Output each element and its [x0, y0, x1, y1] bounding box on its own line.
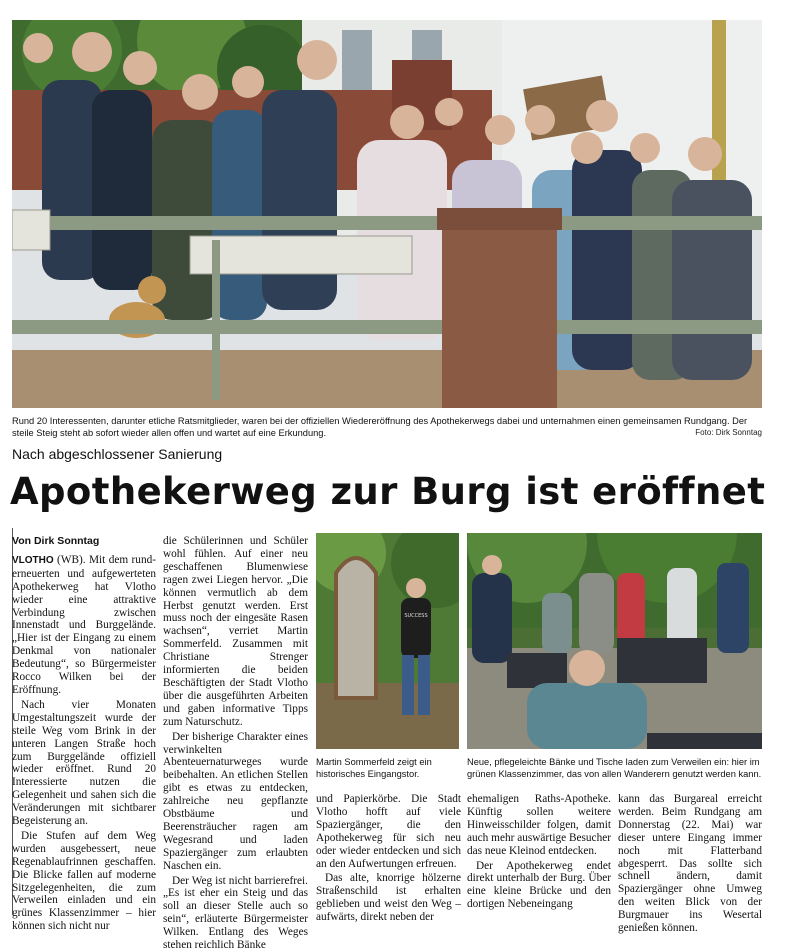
group-photo-illustration — [12, 20, 762, 408]
paragraph: die Schülerinnen und Schüler wohl fühlen. Auf einer neu geschaffenen Blumenwiese ragen zwei Liegen hervor. „Die können vermutlich ab dem Herbst genutzt werden. Erst muss noch der eingesäte Rasen wachsen“, verriet Martin Sommerfeld. Zusammen mit Christiane Strenger informierten die beiden Beschäftigten der Stadt Vlotho über die ausgeführten Arbeiten und gaben informative Tipps zum Naturschutz. — [163, 535, 308, 728]
main-photo-caption: Rund 20 Interessenten, darunter etliche Ratsmitglieder, waren bei der offiziellen Wiedereröffnung des Apothekerwegs dabei und unternahmen einen gemeinsamen Rundgang. Der steile Steig steht ab sofort wieder allen offen und wartet auf eine Erkundung. — [12, 416, 748, 438]
article-column-1 — [12, 535, 156, 933]
article-column-3 — [316, 793, 461, 924]
paragraph: ehemaligen Raths-Apotheke. Künftig sollen weitere Hinweisschilder folgen, damit auch mehr auswärtige Besucher das neue Kleinod entdecken. — [467, 793, 611, 857]
lead-paragraph — [12, 554, 156, 697]
main-photo — [12, 20, 762, 408]
classroom-photo-illustration — [467, 533, 762, 749]
shirt-print: SUCCESS — [404, 613, 428, 619]
paragraph-text: Mit dem rund-erneuerten und aufgewerteten Apothekerweg hat Vlotho wieder eine attraktive Verbindung zwischen Innenstadt und Burggelände. „Hier ist der Eingang zu einem Denkmal von nationaler Bedeutung“, so Bürgermeister Rocco Wilken bei der Eröffnung. — [12, 553, 156, 696]
photo-entrance-gate — [316, 533, 459, 749]
article-column-2 — [163, 535, 308, 952]
paragraph: Der Apothekerweg endet direkt unterhalb der Burg. Über eine kleine Brücke und den dortigen Nebeneingang — [467, 859, 611, 911]
dateline: VLOTHO — [12, 554, 54, 566]
dateline-source: (WB). — [53, 553, 86, 566]
byline: Von Dirk Sonntag — [12, 535, 100, 547]
kicker: Nach abgeschlossener Sanierung — [12, 446, 223, 462]
gate-photo-illustration — [316, 533, 459, 749]
paragraph: Der bisherige Charakter eines verwinkelten Abenteuernaturweges wurde beibehalten. An etlichen Stellen gibt es etwas zu entdecken, zahlreiche neu gepflanzte Obstbäume und Beerensträucher ragen am Wegesrand und laden Spaziergänger zum erlaubten Naschen ein. — [163, 730, 308, 872]
article-column-5 — [618, 793, 762, 935]
photo3-caption: Neue, pflegeleichte Bänke und Tische laden zum Verweilen ein: hier im grünen Klassenzimmer, das von allen Wanderern genutzt werden kann. — [467, 757, 762, 779]
article-column-4 — [467, 793, 611, 911]
headline: Apothekerweg zur Burg ist eröffnet — [10, 470, 766, 513]
paragraph: kann das Burgareal erreicht werden. Beim Rundgang am Donnerstag (22. Mai) war dieser untere Eingang immer noch mit Flatterband abgesperrt. Das sollte sich schnell ändern, damit Spaziergänger ohne Umweg den weiten Blick von der Burgmauer ins Wesertal genießen können. — [618, 793, 762, 935]
paragraph: Die Stufen auf dem Weg wurden ausgebessert, neue Regenablaufrinnen geschaffen. Die Blicke fallen auf moderne Sitzgelegenheiten, die zum Verweilen einladen und ein grünes Klassenzimmer – hier können sich nicht nur — [12, 829, 156, 933]
paragraph: Der Weg ist nicht barrierefrei. „Es ist eher ein Steig und das soll an dieser Stelle auch so sein“, erläuterte Bürgermeister Wilken. Entlang des Weges stehen reichlich Bänke — [163, 874, 308, 952]
paragraph: Nach vier Monaten Umgestaltungszeit wurde der steile Weg vom Brink in der unteren Langen Straße hoch zum Burggelände offiziell wieder eröffnet. Rund 20 Interessierte nutzen die Gelegenheit und sahen sich die Veränderungen mit sichtbarer Begeisterung an. — [12, 698, 156, 828]
photo-credit: Foto: Dirk Sonntag — [695, 428, 762, 437]
photo2-caption: Martin Sommerfeld zeigt ein historisches Eingangstor. — [316, 757, 432, 779]
paragraph: Das alte, knorrige hölzerne Straßenschild ist erhalten geblieben und weist den Weg – aufwärts, direkt neben der — [316, 872, 461, 924]
paragraph: und Papierkörbe. Die Stadt Vlotho hofft auf viele Spaziergänger, die den Apothekerweg für sich neu oder wieder entdecken und sich an den Aufwertungen erfreuen. — [316, 793, 461, 870]
photo-green-classroom — [467, 533, 762, 749]
